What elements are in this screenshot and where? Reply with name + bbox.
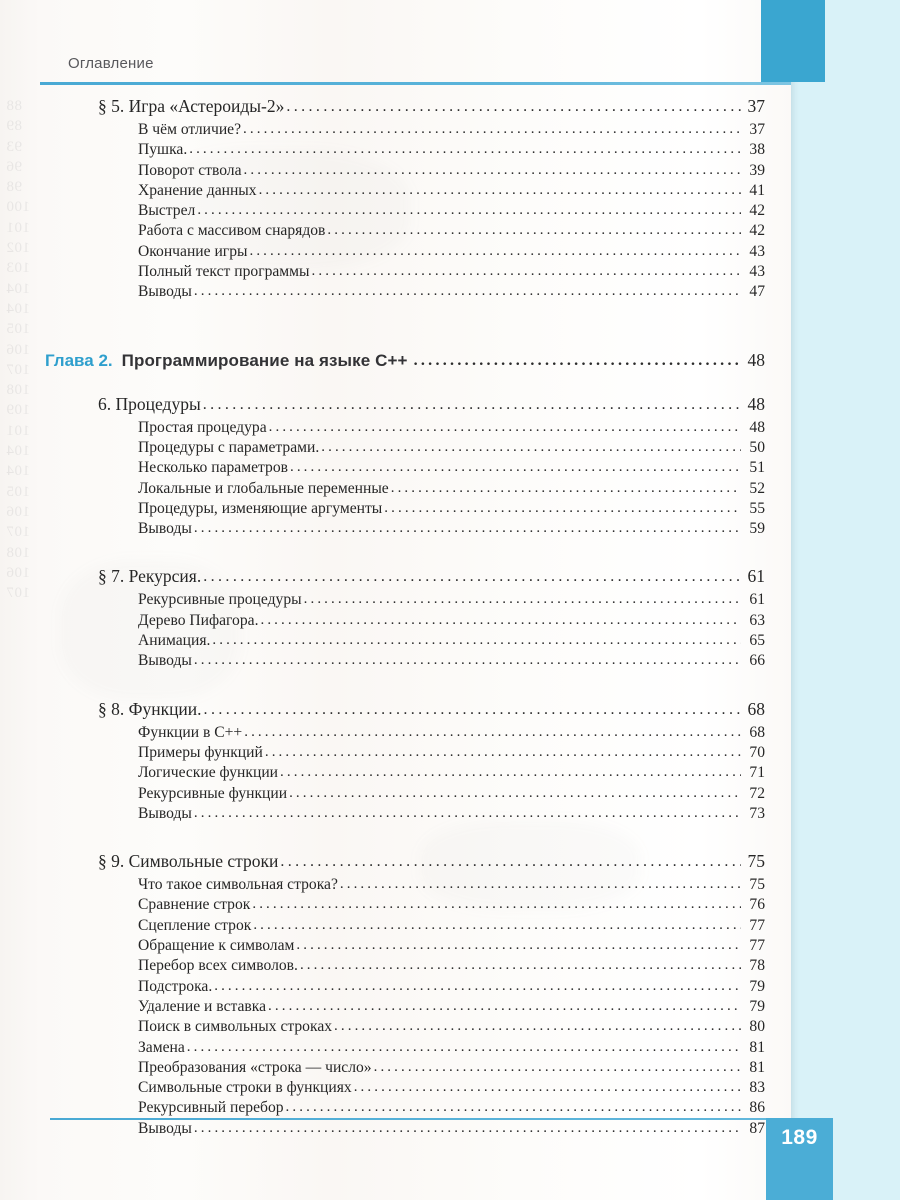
toc-entry-label: Поворот ствола — [138, 161, 242, 179]
toc-entry[interactable] — [0, 162, 791, 182]
toc-entry-label: Рекурсивные функции — [138, 784, 288, 802]
dot-leader — [260, 612, 741, 629]
toc-entry-label: Поиск в символьных строках — [138, 1018, 333, 1036]
toc-entry-page: 72 — [749, 784, 765, 802]
toc-entry-page: 48 — [749, 418, 765, 436]
dot-leader — [414, 352, 741, 370]
toc-entry[interactable] — [0, 480, 791, 500]
toc-entry-label: Программирование на языке С++ — [121, 350, 408, 370]
toc-section-heading[interactable] — [0, 96, 791, 121]
toc-entry[interactable] — [0, 1099, 791, 1119]
toc-entry[interactable] — [0, 1120, 791, 1140]
toc-entry-page: 86 — [749, 1099, 765, 1117]
toc-entry[interactable] — [0, 612, 791, 632]
toc-entry[interactable] — [0, 500, 791, 520]
dot-leader — [244, 162, 742, 179]
dot-leader — [203, 396, 741, 414]
block-spacer — [0, 304, 791, 350]
toc-entry-page: 47 — [749, 283, 765, 301]
toc-block-section — [0, 699, 791, 825]
dot-leader — [327, 222, 741, 239]
toc-entry[interactable] — [0, 652, 791, 672]
dot-leader — [214, 978, 741, 995]
footer-rule — [50, 1118, 791, 1120]
toc-entry-page: 77 — [749, 937, 765, 955]
toc-chapter-heading[interactable] — [0, 350, 791, 380]
dot-leader — [212, 632, 741, 649]
toc-entry-page: 81 — [749, 1058, 765, 1076]
toc-entry-page: 70 — [749, 743, 765, 761]
toc-entry-label: Выводы — [138, 652, 192, 670]
dot-leader — [249, 243, 741, 260]
toc-entry-label: Логические функции — [138, 764, 279, 782]
toc-entry[interactable] — [0, 121, 791, 141]
dot-leader — [252, 896, 741, 913]
dot-leader — [391, 480, 741, 497]
toc-block-section — [0, 566, 791, 672]
toc-entry[interactable] — [0, 520, 791, 540]
toc-entry-label: 6. Процедуры — [98, 393, 201, 414]
header-rule — [40, 82, 791, 85]
toc-section-heading[interactable] — [0, 851, 791, 876]
toc-entry-page: 71 — [749, 764, 765, 782]
dot-leader — [304, 591, 741, 608]
toc-entry-page: 79 — [749, 977, 765, 995]
dot-leader — [289, 785, 741, 802]
toc-entry-page: 37 — [747, 96, 765, 116]
toc-entry-page: 43 — [749, 242, 765, 260]
toc-entry-page: 66 — [749, 652, 765, 670]
toc-entry-label: Обращение к символам — [138, 937, 295, 955]
toc-entry-label: § 8. Функции. — [98, 698, 202, 719]
dot-leader — [268, 998, 741, 1015]
toc-entry-label: Преобразования «строка — число» — [138, 1058, 372, 1076]
toc-entry-label: Подстрока. — [138, 977, 213, 995]
dot-leader — [312, 263, 741, 280]
toc-entry[interactable] — [0, 141, 791, 161]
toc-entry-label: Локальные и глобальные переменные — [138, 479, 389, 497]
toc-block-section — [0, 394, 791, 541]
toc-entry-label: Что такое символьная строка? — [138, 876, 338, 894]
toc-entry-page: 48 — [747, 393, 765, 414]
toc-entry-page: 87 — [749, 1119, 765, 1137]
dot-leader — [296, 937, 741, 954]
block-spacer — [0, 540, 791, 566]
dot-leader — [204, 701, 741, 719]
block-spacer — [0, 825, 791, 851]
toc-entry-page: 76 — [749, 896, 765, 914]
toc-entry-page: 59 — [749, 520, 765, 538]
toc-entry-label: Анимация. — [138, 632, 211, 650]
toc-entry-page: 42 — [749, 222, 765, 240]
toc-entry-label: Окончание игры — [138, 242, 248, 260]
toc-entry-label: Процедуры с параметрами. — [138, 438, 320, 456]
dot-leader — [244, 724, 741, 741]
toc-entry-label: § 9. Символьные строки — [98, 851, 279, 872]
dot-leader — [334, 1018, 741, 1035]
toc-entry[interactable] — [0, 978, 791, 998]
toc-entry-label: Замена — [138, 1038, 185, 1056]
block-spacer — [0, 380, 791, 394]
toc-entry-page: 75 — [747, 851, 765, 872]
dot-leader — [286, 1099, 741, 1116]
toc-entry[interactable] — [0, 202, 791, 222]
toc-entry[interactable] — [0, 283, 791, 303]
toc-entry[interactable] — [0, 419, 791, 439]
toc-entry[interactable] — [0, 917, 791, 937]
toc-entry-label: Примеры функций — [138, 743, 263, 761]
dot-leader — [194, 1120, 741, 1137]
toc-entry-page: 83 — [749, 1079, 765, 1097]
dot-leader — [194, 652, 741, 669]
toc-entry[interactable] — [0, 896, 791, 916]
chapter-number-label: Глава 2. — [45, 350, 113, 370]
toc-section-heading[interactable] — [0, 394, 791, 419]
toc-entry-page: 81 — [749, 1038, 765, 1056]
toc-entry[interactable] — [0, 632, 791, 652]
dot-leader — [280, 853, 741, 871]
toc-entry-label: Перебор всех символов. — [138, 957, 298, 975]
dot-leader — [300, 957, 741, 974]
toc-entry[interactable] — [0, 744, 791, 764]
toc-entry-label: Функции в С++ — [138, 723, 243, 741]
dot-leader — [194, 283, 741, 300]
toc-entry-label: § 7. Рекурсия. — [98, 566, 202, 587]
dot-leader — [354, 1079, 741, 1096]
toc-entry[interactable] — [0, 724, 791, 744]
toc-entry-page: 78 — [749, 957, 765, 975]
toc-entry-page: 80 — [749, 1018, 765, 1036]
toc-section-heading[interactable] — [0, 699, 791, 724]
dot-leader — [187, 1039, 741, 1056]
toc-entry[interactable] — [0, 876, 791, 896]
toc-entry-page: 63 — [749, 611, 765, 629]
dot-leader — [243, 121, 741, 138]
dot-leader — [203, 568, 741, 586]
toc-entry[interactable] — [0, 222, 791, 242]
toc-entry-label: Рекурсивный перебор — [138, 1099, 284, 1117]
toc-block-section — [0, 96, 791, 304]
toc-entry-page: 37 — [749, 121, 765, 138]
toc-entry-page: 42 — [749, 202, 765, 220]
dot-leader — [259, 182, 741, 199]
toc-entry-label: Процедуры, изменяющие аргументы — [138, 499, 383, 517]
toc-entry-label: Работа с массивом снарядов — [138, 222, 326, 240]
toc-entry-label: Сравнение строк — [138, 896, 251, 914]
toc-entry-page: 52 — [749, 479, 765, 497]
toc-entry[interactable] — [0, 1039, 791, 1059]
toc-entry-page: 43 — [749, 263, 765, 281]
toc-entry[interactable] — [0, 1059, 791, 1079]
toc-entry-label: Выводы — [138, 283, 192, 301]
toc-entry[interactable] — [0, 439, 791, 459]
toc-entry-label: Пушка. — [138, 141, 188, 159]
toc-entry-label: Выводы — [138, 520, 192, 538]
toc-entry-label: § 5. Игра «Астероиды-2» — [98, 96, 285, 116]
toc-entry[interactable] — [0, 182, 791, 202]
toc-entry-page: 68 — [747, 698, 765, 719]
toc-entry-label: Удаление и вставка — [138, 997, 267, 1015]
toc-entry-label: Рекурсивные процедуры — [138, 591, 302, 609]
toc-entry-page: 55 — [749, 499, 765, 517]
toc-entry-page: 50 — [749, 438, 765, 456]
dot-leader — [290, 459, 741, 476]
table-of-contents — [0, 96, 791, 1140]
toc-section-heading[interactable] — [0, 566, 791, 591]
toc-entry[interactable] — [0, 243, 791, 263]
toc-entry-page: 77 — [749, 916, 765, 934]
page-number: 189 — [781, 1126, 818, 1149]
toc-entry[interactable] — [0, 459, 791, 479]
dot-leader — [340, 876, 741, 893]
toc-entry[interactable] — [0, 263, 791, 283]
toc-entry-page: 51 — [749, 459, 765, 477]
dot-leader — [194, 520, 741, 537]
toc-entry[interactable] — [0, 998, 791, 1018]
toc-entry-label: Выводы — [138, 1119, 192, 1137]
toc-entry[interactable] — [0, 1079, 791, 1099]
dot-leader — [194, 805, 741, 822]
reverse-page-showthrough: 88 89 93 96 98 100 101 102 103 104 104 105 106 107 108 109 101 104 104 105 106 107 108 106 107 — [6, 98, 30, 602]
toc-entry-page: 75 — [749, 876, 765, 894]
dot-leader — [269, 419, 741, 436]
toc-entry-page: 39 — [749, 161, 765, 179]
dot-leader — [189, 141, 741, 158]
dot-leader — [253, 917, 741, 934]
block-spacer — [0, 673, 791, 699]
toc-entry-page: 41 — [749, 181, 765, 199]
toc-entry-label: Сцепление строк — [138, 916, 252, 934]
toc-entry[interactable] — [0, 805, 791, 825]
dot-leader — [265, 744, 741, 761]
toc-block-section — [0, 851, 791, 1140]
toc-entry-page: 68 — [749, 723, 765, 741]
toc-entry[interactable] — [0, 785, 791, 805]
header-accent-block — [761, 0, 825, 82]
toc-entry-label: Выстрел — [138, 202, 196, 220]
toc-entry-page: 79 — [749, 997, 765, 1015]
dot-leader — [197, 202, 741, 219]
toc-entry-page: 38 — [749, 141, 765, 159]
dot-leader — [280, 764, 741, 781]
toc-entry-page: 61 — [747, 566, 765, 587]
toc-entry[interactable] — [0, 764, 791, 784]
toc-entry-page: 65 — [749, 632, 765, 650]
toc-entry-label: Полный текст программы — [138, 263, 310, 281]
dot-leader — [384, 500, 741, 517]
toc-entry-page: 73 — [749, 804, 765, 822]
dot-leader — [321, 439, 741, 456]
toc-entry-label: В чём отличие? — [138, 121, 242, 138]
toc-entry[interactable] — [0, 957, 791, 977]
toc-entry-label: Простая процедура — [138, 418, 267, 436]
dot-leader — [374, 1059, 741, 1076]
toc-entry-label: Несколько параметров — [138, 459, 288, 477]
toc-entry-page: 61 — [749, 591, 765, 609]
toc-entry-label: Хранение данных — [138, 181, 257, 199]
dot-leader — [286, 98, 741, 116]
toc-entry[interactable] — [0, 1018, 791, 1038]
toc-entry-page: 48 — [747, 349, 765, 370]
toc-entry-label: Символьные строки в функциях — [138, 1079, 352, 1097]
running-head: Оглавление — [68, 55, 154, 72]
toc-entry-label: Выводы — [138, 804, 192, 822]
toc-entry[interactable] — [0, 591, 791, 611]
toc-entry-label: Дерево Пифагора. — [138, 611, 259, 629]
toc-entry[interactable] — [0, 937, 791, 957]
